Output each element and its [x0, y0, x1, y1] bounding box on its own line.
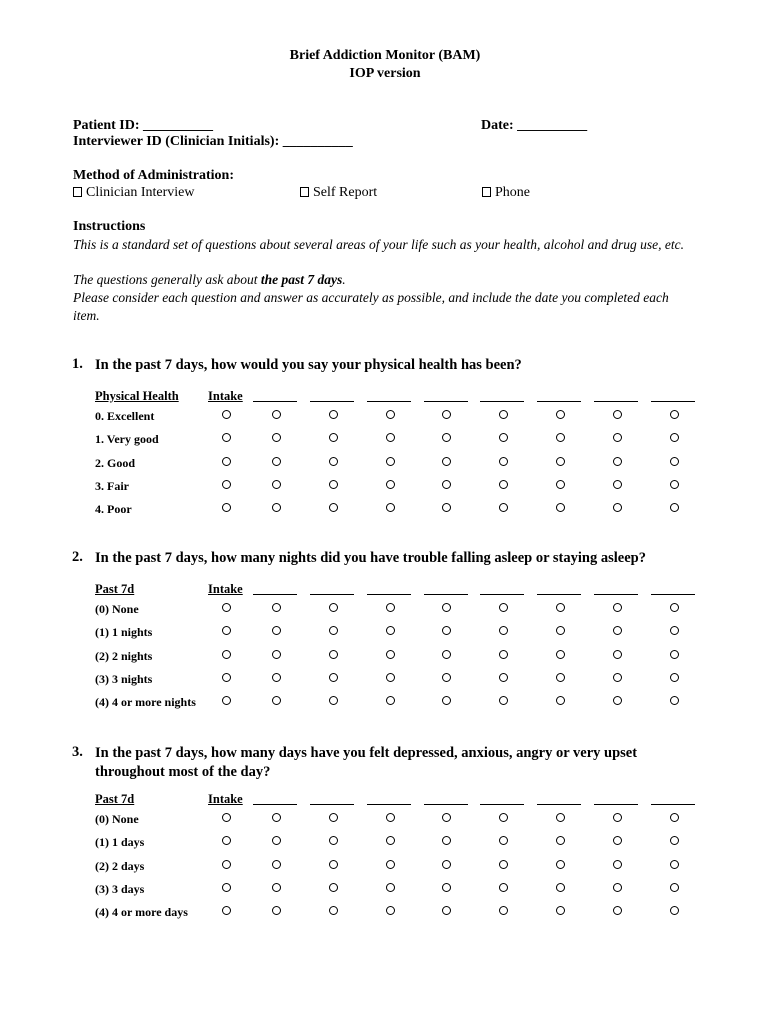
answer-radio-icon[interactable]	[329, 813, 338, 822]
answer-radio-icon[interactable]	[442, 883, 451, 892]
method-label: Method of Administration:	[73, 168, 234, 183]
answer-radio-icon[interactable]	[556, 860, 565, 869]
answer-radio-icon[interactable]	[556, 813, 565, 822]
answer-radio-icon[interactable]	[613, 673, 622, 682]
instructions-line-2	[73, 271, 693, 289]
answer-radio-icon[interactable]	[329, 410, 338, 419]
answer-radio-icon[interactable]	[222, 673, 231, 682]
answer-column-header: Past 7d	[95, 792, 135, 806]
answer-radio-icon[interactable]	[670, 650, 679, 659]
answer-radio-icon[interactable]	[272, 696, 281, 705]
answer-radio-icon[interactable]	[222, 836, 231, 845]
answer-radio-icon[interactable]	[442, 650, 451, 659]
answer-radio-icon[interactable]	[556, 650, 565, 659]
date-column-blank[interactable]	[537, 804, 581, 805]
answer-radio-icon[interactable]	[613, 860, 622, 869]
answer-radio-icon[interactable]	[272, 457, 281, 466]
answer-radio-icon[interactable]	[222, 480, 231, 489]
answer-radio-icon[interactable]	[613, 433, 622, 442]
answer-radio-icon[interactable]	[386, 603, 395, 612]
answer-radio-icon[interactable]	[556, 836, 565, 845]
answer-radio-icon[interactable]	[613, 906, 622, 915]
answer-radio-icon[interactable]	[442, 410, 451, 419]
answer-radio-icon[interactable]	[386, 860, 395, 869]
answer-radio-icon[interactable]	[556, 673, 565, 682]
interviewer-id-field[interactable]	[73, 134, 353, 150]
date-column-blank[interactable]	[424, 594, 468, 595]
answer-radio-icon[interactable]	[613, 696, 622, 705]
answer-radio-icon[interactable]	[386, 410, 395, 419]
answer-radio-icon[interactable]	[272, 626, 281, 635]
date-column-blank[interactable]	[480, 401, 524, 402]
answer-radio-icon[interactable]	[222, 503, 231, 512]
checkbox-icon[interactable]	[482, 187, 491, 197]
date-column-blank[interactable]	[367, 401, 411, 402]
answer-radio-icon[interactable]	[329, 503, 338, 512]
interviewer-id-blank[interactable]: __________	[282, 134, 353, 149]
answer-radio-icon[interactable]	[499, 433, 508, 442]
answer-radio-icon[interactable]	[386, 813, 395, 822]
answer-radio-icon[interactable]	[272, 433, 281, 442]
answer-radio-icon[interactable]	[329, 480, 338, 489]
answer-radio-icon[interactable]	[329, 650, 338, 659]
answer-radio-icon[interactable]	[222, 603, 231, 612]
answer-radio-icon[interactable]	[272, 906, 281, 915]
answer-option-label: 3. Fair	[95, 478, 129, 493]
answer-radio-icon[interactable]	[329, 696, 338, 705]
answer-radio-icon[interactable]	[442, 836, 451, 845]
answer-radio-icon[interactable]	[386, 433, 395, 442]
answer-radio-icon[interactable]	[556, 906, 565, 915]
answer-radio-icon[interactable]	[222, 650, 231, 659]
answer-radio-icon[interactable]	[272, 603, 281, 612]
patient-id-label: Patient ID:	[73, 118, 140, 133]
answer-radio-icon[interactable]	[556, 410, 565, 419]
answer-radio-icon[interactable]	[272, 883, 281, 892]
answer-radio-icon[interactable]	[670, 410, 679, 419]
method-option-phone[interactable]	[482, 185, 530, 201]
date-column-blank[interactable]	[253, 594, 297, 595]
form-subtitle: IOP version	[349, 66, 421, 81]
form-title: Brief Addiction Monitor (BAM)	[289, 48, 481, 63]
answer-option-label: (0) None	[95, 812, 139, 826]
answer-radio-icon[interactable]	[556, 433, 565, 442]
intake-column-header: Intake	[208, 792, 243, 806]
answer-radio-icon[interactable]	[670, 673, 679, 682]
answer-option-label: (0) None	[95, 602, 139, 616]
answer-option-label: (2) 2 nights	[95, 648, 153, 663]
answer-radio-icon[interactable]	[499, 480, 508, 489]
date-blank[interactable]: __________	[517, 118, 588, 133]
answer-radio-icon[interactable]	[329, 457, 338, 466]
date-column-blank[interactable]	[537, 401, 581, 402]
answer-radio-icon[interactable]	[386, 457, 395, 466]
answer-radio-icon[interactable]	[272, 503, 281, 512]
interviewer-id-label: Interviewer ID (Clinician Initials):	[73, 134, 280, 149]
answer-radio-icon[interactable]	[499, 860, 508, 869]
answer-radio-icon[interactable]	[613, 457, 622, 466]
answer-radio-icon[interactable]	[386, 673, 395, 682]
answer-radio-icon[interactable]	[613, 813, 622, 822]
date-field[interactable]	[481, 118, 587, 134]
checkbox-icon[interactable]	[300, 187, 309, 197]
answer-radio-icon[interactable]	[442, 603, 451, 612]
answer-option-label: (1) 1 nights	[95, 625, 153, 640]
answer-radio-icon[interactable]	[329, 603, 338, 612]
instructions-line-3: Please consider each question and answer as accurately as possible, and include the date you completed each item.	[73, 290, 669, 323]
date-column-blank[interactable]	[594, 804, 638, 805]
answer-radio-icon[interactable]	[386, 480, 395, 489]
answer-radio-icon[interactable]	[499, 906, 508, 915]
date-column-blank[interactable]	[480, 594, 524, 595]
answer-radio-icon[interactable]	[386, 883, 395, 892]
answer-radio-icon[interactable]	[613, 410, 622, 419]
answer-radio-icon[interactable]	[329, 673, 338, 682]
answer-radio-icon[interactable]	[272, 836, 281, 845]
answer-radio-icon[interactable]	[499, 883, 508, 892]
date-column-blank[interactable]	[310, 804, 354, 805]
answer-option-label: (2) 2 days	[95, 858, 145, 873]
date-column-blank[interactable]	[594, 594, 638, 595]
method-option-label: Phone	[495, 185, 530, 200]
method-option-clinician-interview[interactable]	[73, 185, 194, 201]
answer-radio-icon[interactable]	[613, 836, 622, 845]
patient-id-field[interactable]	[73, 118, 213, 134]
answer-radio-icon[interactable]	[222, 813, 231, 822]
answer-radio-icon[interactable]	[386, 503, 395, 512]
answer-radio-icon[interactable]	[222, 410, 231, 419]
date-column-blank[interactable]	[253, 804, 297, 805]
date-column-blank[interactable]	[651, 401, 695, 402]
date-column-blank[interactable]	[367, 594, 411, 595]
answer-radio-icon[interactable]	[556, 503, 565, 512]
answer-radio-icon[interactable]	[272, 410, 281, 419]
answer-radio-icon[interactable]	[499, 673, 508, 682]
checkbox-icon[interactable]	[73, 187, 82, 197]
answer-radio-icon[interactable]	[670, 906, 679, 915]
date-column-blank[interactable]	[424, 804, 468, 805]
date-column-blank[interactable]	[367, 804, 411, 805]
answer-option-label: (4) 4 or more days	[95, 905, 188, 920]
answer-radio-icon[interactable]	[613, 626, 622, 635]
answer-radio-icon[interactable]	[222, 906, 231, 915]
question-text: In the past 7 days, how many days have you felt depressed, anxious, angry or very upset throughout most of the day?	[95, 745, 638, 780]
answer-radio-icon[interactable]	[386, 626, 395, 635]
answer-radio-icon[interactable]	[670, 503, 679, 512]
question-3	[0, 744, 770, 944]
date-column-blank[interactable]	[310, 594, 354, 595]
answer-radio-icon[interactable]	[670, 696, 679, 705]
method-option-label: Self Report	[313, 185, 378, 200]
answer-radio-icon[interactable]	[499, 410, 508, 419]
instructions-emphasis: the past 7 days	[260, 272, 343, 287]
answer-radio-icon[interactable]	[222, 457, 231, 466]
answer-radio-icon[interactable]	[613, 883, 622, 892]
question-number: 3.	[72, 744, 83, 760]
answer-radio-icon[interactable]	[442, 626, 451, 635]
answer-option-label: 2. Good	[95, 455, 136, 470]
date-label: Date:	[481, 118, 514, 133]
answer-radio-icon[interactable]	[222, 626, 231, 635]
answer-radio-icon[interactable]	[556, 883, 565, 892]
answer-radio-icon[interactable]	[442, 860, 451, 869]
answer-radio-icon[interactable]	[613, 480, 622, 489]
answer-radio-icon[interactable]	[442, 480, 451, 489]
patient-id-blank[interactable]: __________	[143, 118, 213, 133]
answer-radio-icon[interactable]	[329, 626, 338, 635]
answer-radio-icon[interactable]	[442, 906, 451, 915]
answer-option-label: (3) 3 nights	[95, 671, 153, 686]
instructions-line-1: This is a standard set of questions about several areas of your life such as your health, alcohol and drug use, etc.	[73, 237, 684, 252]
answer-radio-icon[interactable]	[442, 457, 451, 466]
answer-radio-icon[interactable]	[329, 836, 338, 845]
answer-radio-icon[interactable]	[670, 626, 679, 635]
answer-radio-icon[interactable]	[386, 836, 395, 845]
answer-radio-icon[interactable]	[613, 650, 622, 659]
date-column-blank[interactable]	[651, 804, 695, 805]
question-2	[0, 549, 770, 749]
answer-radio-icon[interactable]	[329, 860, 338, 869]
answer-radio-icon[interactable]	[613, 603, 622, 612]
intake-column-header: Intake	[208, 582, 243, 596]
answer-option-label: 4. Poor	[95, 502, 132, 517]
question-text: In the past 7 days, how many nights did you have trouble falling asleep or staying asleep?	[95, 550, 646, 566]
date-column-blank[interactable]	[594, 401, 638, 402]
question-text: In the past 7 days, how would you say your physical health has been?	[95, 357, 522, 373]
date-column-blank[interactable]	[537, 594, 581, 595]
answer-radio-icon[interactable]	[613, 503, 622, 512]
answer-radio-icon[interactable]	[556, 480, 565, 489]
question-number: 1.	[72, 356, 83, 372]
answer-radio-icon[interactable]	[670, 603, 679, 612]
answer-radio-icon[interactable]	[272, 480, 281, 489]
answer-radio-icon[interactable]	[442, 813, 451, 822]
answer-radio-icon[interactable]	[442, 673, 451, 682]
answer-radio-icon[interactable]	[272, 650, 281, 659]
answer-option-label: 1. Very good	[95, 432, 159, 447]
answer-radio-icon[interactable]	[329, 433, 338, 442]
answer-option-label: (1) 1 days	[95, 835, 145, 850]
answer-radio-icon[interactable]	[499, 626, 508, 635]
answer-radio-icon[interactable]	[499, 603, 508, 612]
answer-radio-icon[interactable]	[670, 836, 679, 845]
answer-radio-icon[interactable]	[499, 457, 508, 466]
answer-radio-icon[interactable]	[499, 650, 508, 659]
instructions-line-2-prefix: The questions generally ask about	[73, 272, 261, 287]
intake-column-header: Intake	[208, 389, 243, 403]
answer-column-header: Past 7d	[95, 582, 135, 596]
answer-radio-icon[interactable]	[499, 696, 508, 705]
question-1	[0, 356, 770, 556]
answer-radio-icon[interactable]	[670, 860, 679, 869]
instructions-heading: Instructions	[73, 219, 146, 234]
answer-radio-icon[interactable]	[386, 650, 395, 659]
answer-radio-icon[interactable]	[670, 480, 679, 489]
answer-radio-icon[interactable]	[329, 883, 338, 892]
instructions-line-2-suffix: .	[342, 272, 346, 287]
answer-radio-icon[interactable]	[442, 503, 451, 512]
date-column-blank[interactable]	[310, 401, 354, 402]
answer-column-header: Physical Health	[95, 389, 179, 403]
date-column-blank[interactable]	[424, 401, 468, 402]
date-column-blank[interactable]	[480, 804, 524, 805]
answer-radio-icon[interactable]	[386, 696, 395, 705]
answer-radio-icon[interactable]	[442, 433, 451, 442]
answer-radio-icon[interactable]	[499, 503, 508, 512]
answer-radio-icon[interactable]	[386, 906, 395, 915]
answer-radio-icon[interactable]	[272, 860, 281, 869]
answer-radio-icon[interactable]	[329, 906, 338, 915]
method-option-label: Clinician Interview	[86, 185, 195, 200]
answer-radio-icon[interactable]	[670, 433, 679, 442]
answer-radio-icon[interactable]	[556, 603, 565, 612]
date-column-blank[interactable]	[651, 594, 695, 595]
method-option-self-report[interactable]	[300, 185, 377, 201]
answer-option-label: 0. Excellent	[95, 409, 155, 423]
answer-option-label: (4) 4 or more nights	[95, 695, 196, 710]
answer-radio-icon[interactable]	[222, 696, 231, 705]
answer-radio-icon[interactable]	[442, 696, 451, 705]
answer-option-label: (3) 3 days	[95, 881, 145, 896]
answer-radio-icon[interactable]	[222, 860, 231, 869]
answer-radio-icon[interactable]	[670, 883, 679, 892]
answer-radio-icon[interactable]	[499, 836, 508, 845]
answer-radio-icon[interactable]	[499, 813, 508, 822]
answer-radio-icon[interactable]	[670, 457, 679, 466]
answer-radio-icon[interactable]	[222, 883, 231, 892]
answer-radio-icon[interactable]	[556, 696, 565, 705]
question-number: 2.	[72, 549, 83, 565]
answer-radio-icon[interactable]	[556, 457, 565, 466]
answer-radio-icon[interactable]	[222, 433, 231, 442]
answer-radio-icon[interactable]	[556, 626, 565, 635]
date-column-blank[interactable]	[253, 401, 297, 402]
answer-radio-icon[interactable]	[272, 673, 281, 682]
answer-radio-icon[interactable]	[670, 813, 679, 822]
answer-radio-icon[interactable]	[272, 813, 281, 822]
